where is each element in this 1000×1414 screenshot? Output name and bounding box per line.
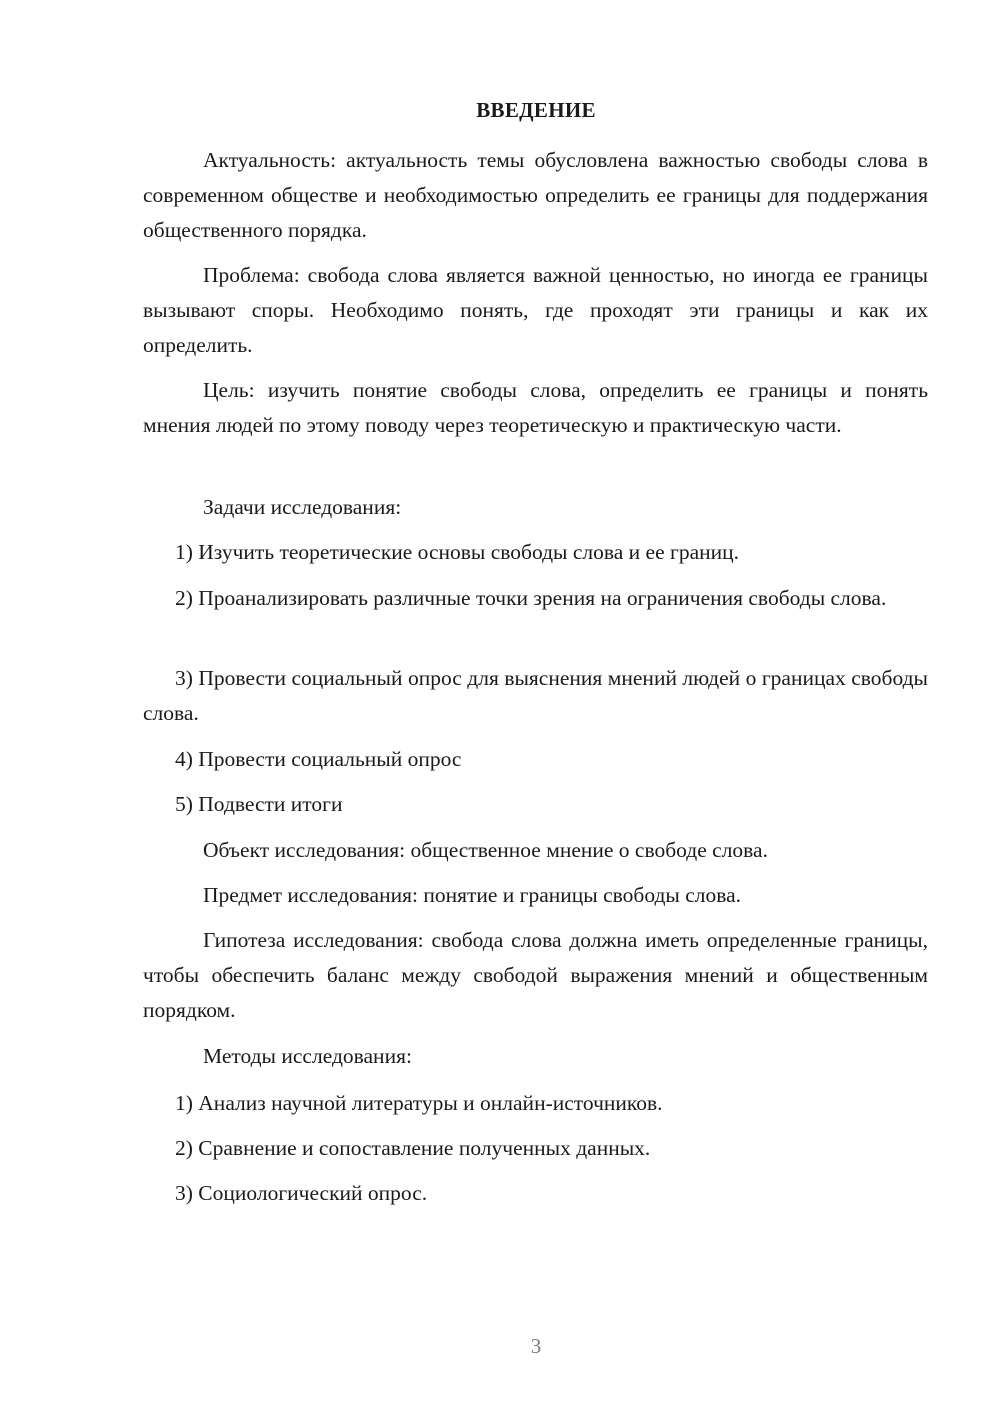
paragraph-hypothesis: Гипотеза исследования: свобода слова должна иметь определенные границы, чтобы обеспечить баланс между свободой выражения мнений и общественным порядком. (143, 928, 928, 1022)
paragraph-object: Объект исследования: общественное мнение о свободе слова. (203, 838, 768, 862)
list-item-method-3: 3) Социологический опрос. (175, 1181, 428, 1205)
list-item-task-5: 5) Подвести итоги (175, 792, 343, 816)
section-title: ВВЕДЕНИЕ (476, 98, 596, 122)
list-item-task-1: 1) Изучить теоретические основы свободы слова и ее границ. (175, 540, 740, 564)
list-item-task-2: 2) Проанализировать различные точки зрения на ограничения свободы слова. (175, 586, 887, 610)
paragraph-goal: Цель: изучить понятие свободы слова, определить ее границы и понять мнения людей по этому поводу через теоретическую и практическую части. (143, 378, 928, 437)
paragraph-tasks-heading: Задачи исследования: (203, 495, 402, 519)
paragraph-methods-heading: Методы исследования: (203, 1044, 412, 1068)
paragraph-problem: Проблема: свобода слова является важной ценностью, но иногда ее границы вызывают споры. Необходимо понять, где проходят эти границы и как их определить. (143, 263, 928, 357)
list-item-task-3: 3) Провести социальный опрос для выяснения мнений людей о границах свободы слова. (143, 666, 928, 725)
list-item-method-2: 2) Сравнение и сопоставление полученных данных. (175, 1136, 651, 1160)
paragraph-subject: Предмет исследования: понятие и границы свободы слова. (203, 883, 742, 907)
paragraph-relevance: Актуальность: актуальность темы обусловлена важностью свободы слова в современном обществе и необходимостью определить ее границы для поддержания общественного порядка. (143, 148, 928, 242)
list-item-method-1: 1) Анализ научной литературы и онлайн-источников. (175, 1091, 663, 1115)
page-number: 3 (530, 1334, 542, 1358)
list-item-task-4: 4) Провести социальный опрос (175, 747, 462, 771)
